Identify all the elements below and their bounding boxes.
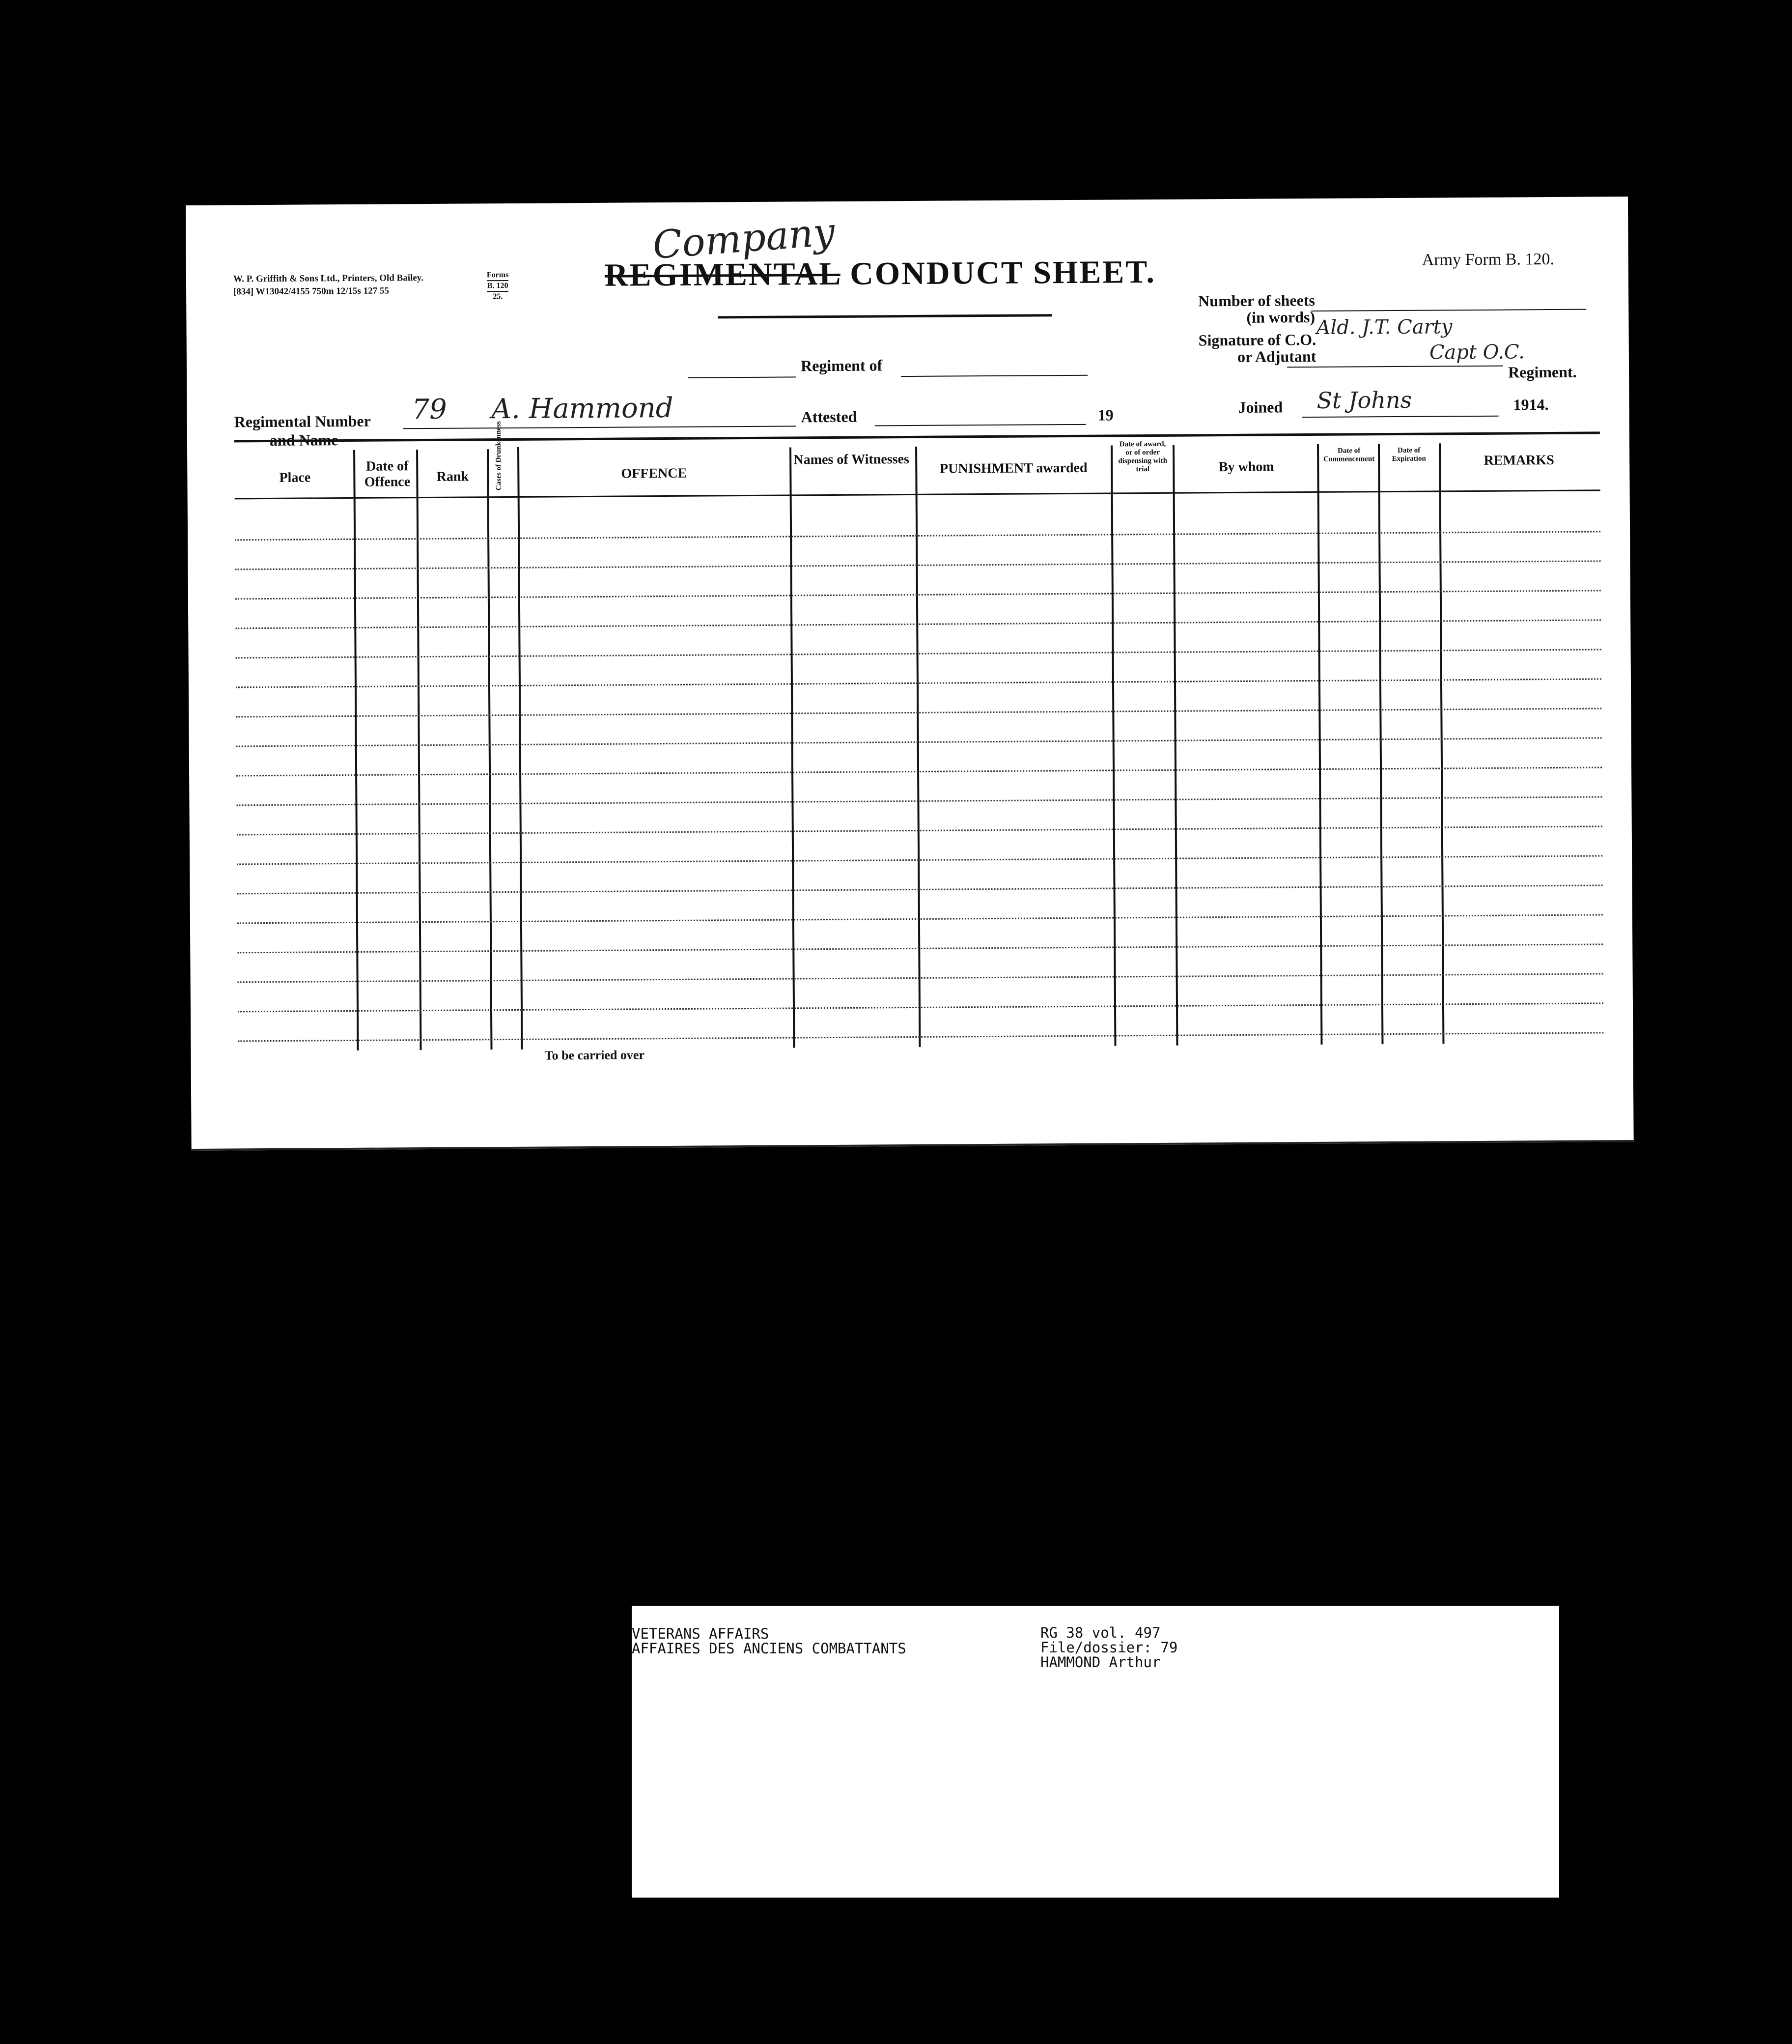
column-divider [1111, 445, 1116, 1046]
regiment-of-line-right [901, 375, 1088, 377]
attested-line [875, 424, 1086, 426]
name-line [403, 426, 796, 429]
signature-value-2: Capt O.C. [1429, 341, 1525, 364]
handwritten-company: Company [651, 210, 837, 268]
stamp-line-2-right: File/dossier: 79 [1040, 1639, 1178, 1656]
attested-label: Attested [801, 407, 857, 426]
column-divider [1439, 443, 1444, 1044]
in-words-text: (in words) [1246, 308, 1316, 326]
printer-line-1: W. P. Griffith & Sons Ltd., Printers, Old Bailey. [233, 273, 424, 284]
sheet-title [605, 254, 1156, 294]
signature-value: Ald. J.T. Carty [1316, 315, 1453, 339]
column-divider [1317, 444, 1322, 1045]
column-divider [1173, 445, 1178, 1046]
regiment-of-line-left [688, 376, 796, 378]
col-header-date-commencement: Date of Commencement [1323, 447, 1375, 463]
joined-line [1302, 416, 1499, 418]
regimental-number-label [234, 412, 371, 450]
signature-co-text: Signature of C.O. [1198, 330, 1316, 349]
regiment-line [1287, 366, 1503, 368]
attested-year: 19 [1097, 406, 1114, 424]
forms-label: Forms [486, 270, 509, 280]
column-divider [1378, 444, 1383, 1044]
forms-sub: 25. [493, 292, 503, 301]
forms-code: B. 120 [487, 280, 509, 292]
stamp-line-2-left: AFFAIRES DES ANCIENS COMBATTANTS [632, 1640, 906, 1657]
col-header-cases-drunkenness: Cases of Drunkenness [494, 421, 503, 491]
printer-line-2: [834] W13042/4155 750m 12/15s 127 55 [233, 285, 389, 297]
army-form-number: Army Form B. 120. [1422, 250, 1555, 269]
regimental-number-value: 79 [412, 393, 448, 426]
col-header-punishment: PUNISHMENT awarded [939, 460, 1088, 477]
stamp-line-1-left: VETERANS AFFAIRS [632, 1625, 769, 1642]
table-top-rule [234, 431, 1600, 442]
and-name-text: and Name [269, 431, 338, 449]
regimental-number-text: Regimental Number [234, 412, 371, 431]
number-of-sheets-label [1198, 292, 1315, 326]
title-rest: CONDUCT SHEET. [850, 254, 1156, 292]
col-header-date-expiration: Date of Expiration [1392, 446, 1426, 463]
regiment-of-label: Regiment of [800, 356, 883, 375]
column-divider [353, 450, 359, 1050]
number-of-sheets-text: Number of sheets [1198, 291, 1315, 310]
archive-stamp [632, 1606, 1559, 1898]
name-value: A. Hammond [491, 392, 673, 426]
col-header-by-whom: By whom [1218, 459, 1274, 475]
column-divider [789, 447, 795, 1048]
col-header-place: Place [279, 470, 311, 485]
stamp-line-1-right: RG 38 vol. 497 [1040, 1624, 1161, 1641]
regiment-suffix: Regiment. [1508, 363, 1577, 381]
signature-label [1199, 331, 1316, 365]
table-grid [186, 197, 1628, 205]
column-divider [416, 450, 421, 1050]
col-header-names-of-witnesses: Names of Witnesses [793, 452, 909, 468]
col-header-offence: OFFENCE [621, 465, 687, 482]
title-struck-word: REGIMENTAL [604, 256, 840, 293]
printer-imprint [233, 272, 423, 298]
joined-label: Joined [1238, 398, 1283, 416]
carried-over-text: To be carried over [544, 1048, 645, 1063]
or-adjutant-text: or Adjutant [1237, 347, 1316, 366]
column-divider [487, 449, 492, 1050]
title-underline [718, 314, 1052, 318]
joined-value: St Johns [1316, 386, 1412, 414]
col-header-remarks: REMARKS [1484, 452, 1554, 468]
col-header-date-of-award: Date of award, or of order dispensing with trial [1118, 440, 1168, 474]
column-divider [915, 447, 921, 1047]
stamp-line-3-right: HAMMOND Arthur [1040, 1654, 1161, 1671]
number-of-sheets-line [1311, 309, 1586, 312]
conduct-sheet [186, 197, 1634, 1151]
col-header-rank: Rank [436, 469, 469, 484]
forms-code-box [487, 270, 509, 302]
col-header-date-of-offence: Date of Offence [364, 458, 411, 490]
joined-year: 1914. [1513, 396, 1549, 414]
